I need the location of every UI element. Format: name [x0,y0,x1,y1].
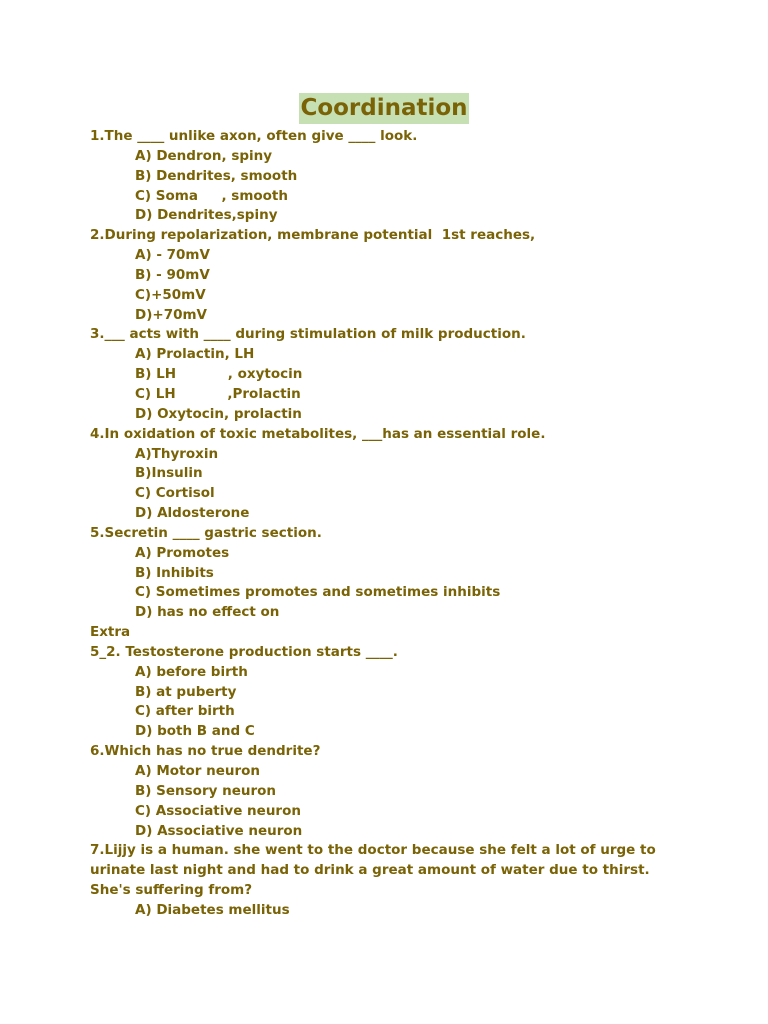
answer-option: A) before birth [135,663,248,680]
answer-option: D) both B and C [135,723,255,740]
answer-option: B)Insulin [135,465,203,482]
answer-option: D) Associative neuron [135,822,303,839]
question-text: 2.During repolarization, membrane potential 1st reaches, [90,227,536,244]
answer-option: A) Motor neuron [135,763,261,779]
answer-option: C) Associative neuron [135,802,301,819]
answer-option: A) - 70mV [135,247,210,264]
answer-option: A)Thyroxin [135,445,219,462]
answer-option: A) Promotes [135,544,230,561]
answer-option: B) Inhibits [135,564,214,581]
question-text: 1.The ____ unlike axon, often give ____ look. [90,128,418,144]
question-text: 4.In oxidation of toxic metabolites, ___has an essential role. [90,425,546,442]
question-text: 5_2. Testosterone production starts ____. [90,643,398,660]
page-title: Coordination [299,93,468,124]
answer-option: B) - 90mV [135,266,210,283]
answer-option: D)+70mV [135,306,207,323]
answer-option: A) Dendron, spiny [135,147,273,164]
title-wrap [0,93,768,124]
extra-label: Extra [90,624,131,641]
question-text: 3.___ acts with ____ during stimulation of milk production. [90,326,526,343]
answer-option: D) Dendrites,spiny [135,207,278,224]
answer-option: D) has no effect on [135,604,280,621]
answer-option: B) at puberty [135,683,237,700]
answer-option: C)+50mV [135,286,206,303]
answer-option: A) Prolactin, LH [135,346,255,363]
answer-option: D) Oxytocin, prolactin [135,405,302,422]
question-text: 6.Which has no true dendrite? [90,743,321,760]
question-text: 5.Secretin ____ gastric section. [90,524,322,541]
answer-option: C) Cortisol [135,485,215,502]
answer-option: A) Diabetes mellitus [135,901,290,918]
question-text: 7.Lijjy is a human. she went to the doctor because she felt a lot of urge to urinate last night and had to drink a great amount of water due to thirst. She's suffering from? [90,842,656,899]
answer-option: B) Dendrites, smooth [135,167,298,184]
answer-option: C) Sometimes promotes and sometimes inhibits [135,584,501,601]
answer-option: C) LH ,Prolactin [135,385,301,402]
answer-option: C) Soma , smooth [135,187,288,204]
question-list [90,127,690,921]
answer-option: B) Sensory neuron [135,782,277,799]
answer-option: B) LH , oxytocin [135,366,303,383]
answer-option: D) Aldosterone [135,505,250,522]
answer-option: C) after birth [135,703,235,720]
